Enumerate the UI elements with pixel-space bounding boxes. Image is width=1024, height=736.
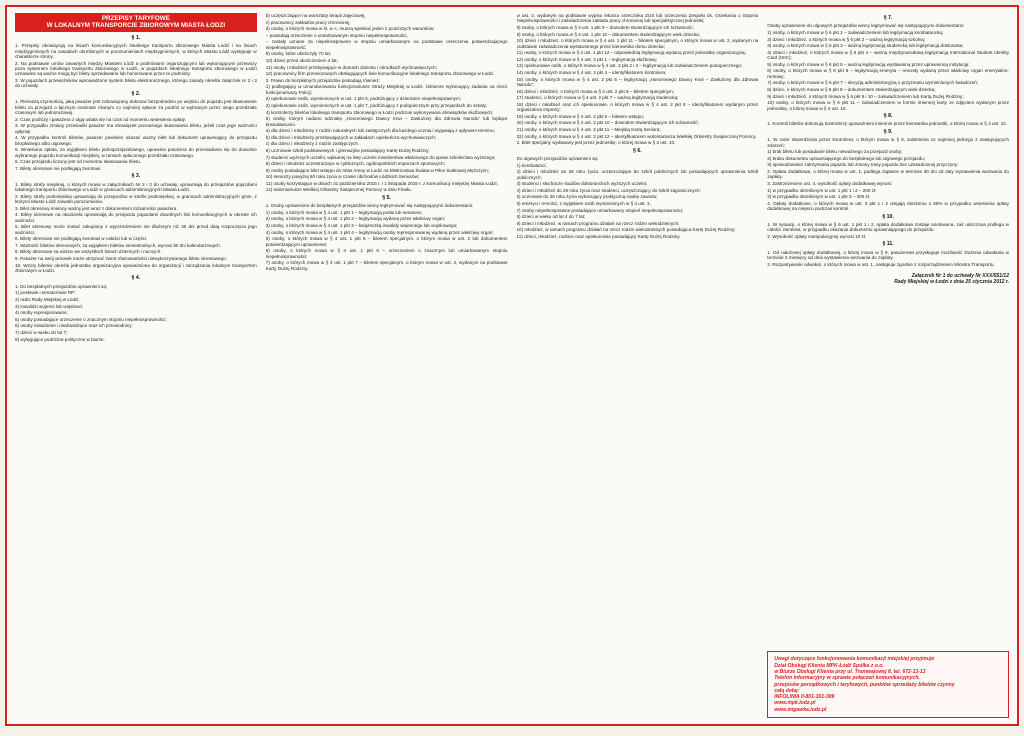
paragraph: 17) studenci, o których mowa w § 4 ust. 2 pkt 7 – ważną legitymacją studencką; <box>516 95 679 101</box>
section-heading: § 5. <box>382 194 391 201</box>
title-box <box>15 13 257 32</box>
paragraph: 3. Bilet okresowy imienny ważny jest wraz z dokumentem tożsamości pasażera. <box>15 205 178 211</box>
paragraph: 6) uczniowie szkół podstawowych i gimnazjów posiadający Kartę Dużej Rodziny; <box>265 147 430 153</box>
paragraph: 6) osoby, o których mowa w § 6 pkt 6 – legitymacją emeryta – rencisty wydaną przez właściwy organ emerytalno-rentowy; <box>767 68 1009 79</box>
column-1 <box>15 13 257 718</box>
info-line: INFOLINIA 0-801-301-309 <box>774 694 835 701</box>
paragraph: 5) uczniowie do 26 roku życia wykonujący praktyczną naukę zawodu; <box>516 194 658 200</box>
paragraph: – posiadają orzeczenie o umiarkowanym stopniu niepełnosprawności, <box>265 32 408 38</box>
paragraph: 1. Od nałożonej opłaty dodatkowej, o której mowa w § 9, pasażerowi przysługuje możliwość złożenia odwołania w terminie 3 miesięcy od dnia wystawienia wezwania do zapłaty. <box>767 249 1009 261</box>
info-line: Telefon informacyjny w sprawie połączeń komunikacyjnych, <box>774 675 920 682</box>
paragraph: 11) dzieci, młodzież, rodzice oraz opiekunowie posiadający Kartę Dużej Rodziny. <box>516 233 681 239</box>
paragraph: 1. Kontroli biletów dokonują kontrolerzy upoważnieni imiennie przez kierownika jednostki, o której mowa w § 3 ust. 10. <box>767 121 1008 127</box>
info-line: całą dobę: <box>774 687 800 694</box>
paragraph: 5) osoby posiadające orzeczenie o znacznym stopniu niepełnosprawności; <box>15 316 167 322</box>
section-heading: § 1. <box>131 34 141 41</box>
title-line-2: W LOKALNYM TRANSPORCIE ZBIOROWYM MIASTA ŁODZI <box>46 22 226 30</box>
paragraph: 8) dzieci, o których mowa w § 6 pkt 8 – dokumentem stwierdzającym wiek dziecka; <box>767 86 936 92</box>
paragraph: 21) osoby, o których mowa w § 4 ust. 2 pkt 11 – Miejską Kartą Seniora; <box>516 126 661 132</box>
annex-note <box>767 273 1009 285</box>
paragraph: 12) osoby, o których mowa w § 4 ust. 2 pkt 1 – legitymacją służbową; <box>516 56 657 62</box>
paragraph: 13) opiekunowie osób, o których mowa w § 4 ust. 2 pkt 2 i 3 – legitymacją lub zaświadczeniem podopiecznego; <box>516 63 743 69</box>
paragraph: Osoby uprawnione do ulgowych przejazdów winny legitymować się następującymi dokumentami: <box>767 23 965 29</box>
paragraph: 2) osoby, o których mowa w § 4 ust. 1 pkt 2 – legitymacją wydaną przez właściwy organ; <box>265 216 446 222</box>
info-line: www.migawka.lodz.pl <box>774 706 827 713</box>
column-2-body <box>266 13 508 271</box>
paragraph: 10) seniorzy powyżej 60 roku życia w czasie obchodów Łódzkich Seniorów; <box>265 174 420 180</box>
paragraph: 1. Do bezpłatnych przejazdów uprawnieni są: <box>15 283 108 289</box>
paragraph: 10) dzieci przed ukończeniem 4 lat; <box>265 57 338 63</box>
paragraph: 7. Ważność biletów okresowych, za wyjątkiem biletów semestralnych, wynosi 30 dni kalendarzowych. <box>15 242 222 248</box>
info-line: Dział Obsługi Klienta MPK-Łódź Spółka z o.o. <box>774 662 884 669</box>
column-4 <box>767 13 1009 718</box>
paragraph: 9. Pasażer na swój wniosek może otrzymać zwrot równowartości niewykorzystanego biletu okresowego. <box>15 256 227 262</box>
paragraph: 1) w przypadku określonym w ust. 1 pkt 1 i 2 – 200 zł; <box>767 187 877 193</box>
paragraph: 19) osoby, o których mowa w § 4 ust. 2 pkt 9 – biletem wstępu; <box>516 113 645 119</box>
column-3-body <box>517 13 759 239</box>
paragraph: 1) osoby, o których mowa w § 6 pkt 1 – zaświadczeniem lub legitymacją kombatancką; <box>767 30 944 35</box>
paragraph: 1. W sytuacji, o której mowa w § 9 ust. 1 pkt 1 i 2, opłata dodatkowa zostaje anulowana, zaś uiszczona podlega w całości zwrotowi, w przypadku okazania dokumentu uprawniającego do przejazdu. <box>767 221 1009 233</box>
paragraph: 1. Bilety strefy miejskiej, o których mowa w załącznikach Nr 2 i 3 do uchwały, uprawniają do przejazdów pojazdami lokalnego transportu zbiorowego w Łodzi w granicach administracyjnych Miasta Łodzi. <box>15 181 257 193</box>
paragraph: 9) osoby, które ukończyły 70 lat; <box>265 51 332 57</box>
paragraph: w ust. 2, wydanym na podstawie wypisu lekarza orzecznika ZUS lub orzeczenia Zespołu ds. Orzekania o Stopniu Niepełnosprawności i zaświadczenia zakładu pracy chronionej lub specjalistycznej jednostki; <box>516 13 759 24</box>
paragraph: d) osoby, o których mowa w lit. a–c, muszą spełniać jeden z poniższych warunków: <box>265 26 435 32</box>
paragraph: 12) wolontariusze Wielkiej Orkiestry Świątecznej Pomocy w dniu Finału. <box>265 187 412 193</box>
info-line: Uwagi dotyczące funkcjonowania komunikacji miejskiej przyjmuje <box>774 656 935 663</box>
paragraph: 1) kombatanci; <box>516 162 547 168</box>
paragraph: 1. Pierwszą czynnością, jaką pasażer jest zobowiązany dokonać bezpośrednio po wejściu do pojazdu jest skasowanie biletu za przejazd o łącznym nominale równym co najmniej opłacie za podróż w wybranym przez niego przedziale czasowym lub jednorazowej. <box>15 99 257 116</box>
paragraph: 5) osoby, o których mowa w § 6 pkt 5 – ważną legitymacją wystawioną przez uprawnioną instytucję; <box>767 61 970 67</box>
section-heading: § 8. <box>883 112 893 119</box>
paragraph: 12) pracownicy firm przewozowych obsługujących linie komunikacyjne lokalnego transportu zbiorowego w Łodzi. <box>265 71 495 77</box>
paragraph: 10) dzieci i młodzież, o których mowa w § 4 ust. 1 pkt 11 – biletem specjalnym, o którym mowa w ust. 2, wydanym na podstawie zaświadczenia wystawionego przez kierownika domu dziecka; <box>516 38 759 49</box>
paragraph: 1) posłowie i senatorowie RP; <box>15 290 76 296</box>
paragraph: 1) brak biletu lub posiadanie biletu nieważnego za przejazd osoby; <box>767 149 903 155</box>
paragraph: 2. Rozpatrywanie odwołań, o których mowa w ust. 1, następuje zgodnie z rozporządzeniem Ministra Transportu. <box>767 261 995 267</box>
column-3 <box>517 13 759 718</box>
paragraph: 18) dzieci i młodzież oraz ich opiekunowie, o których mowa w § 4 ust. 2 pkt 8 – identyfikatorem wydanym przez organizatora imprezy; <box>516 101 759 113</box>
paragraph: 9) dzieci i młodzież, o których mowa w § 6 pkt 9 i 10 – zaświadczeniem lub Kartą Dużej Rodziny; <box>767 93 964 99</box>
annex-line-2: Rady Miejskiej w Łodzi z dnia 25 stycznia 2012 r. <box>894 279 1009 286</box>
column-2 <box>266 13 508 718</box>
title-line-1: PRZEPISY TARYFOWE <box>101 15 170 22</box>
paragraph: 14) osoby, o których mowa w § 4 ust. 2 pkt 4 – identyfikatorem kontrolera; <box>516 69 667 75</box>
paragraph: 4) dzieci i młodzież, o których mowa w § 6 pkt 4 – ważną międzynarodową legitymacją International Student Identity Card (ISIC); <box>767 49 1009 61</box>
paragraph: 6) osoby niewidome i niedowidzące oraz ich przewodnicy; <box>15 323 133 329</box>
tariff-regulations-poster <box>5 5 1019 726</box>
text-columns <box>15 13 1009 718</box>
paragraph: 6) osoby, o których mowa w § 4 ust. 1 pkt 6 – orzeczeniem o znacznym lub umiarkowanym stopniu niepełnosprawności; <box>265 248 508 259</box>
paragraph: 7) osoby, o których mowa w § 6 pkt 7 – decyzją administracyjną o przyznaniu wymienionych świadczeń; <box>767 80 979 86</box>
paragraph: 2) dzieci i młodzież, o których mowa w § 6 pkt 2 – ważną legitymacją szkolną; <box>767 36 926 42</box>
paragraph: 4. W przypadku kontroli biletów, pasażer powinien okazać ważny bilet lub dokument uprawniający do przejazdu bezpłatnego albo ulgowego. <box>15 135 257 146</box>
paragraph: 2) braku dokumentu uprawniającego do bezpłatnego lub ulgowego przejazdu; <box>767 155 926 161</box>
paragraph: 4) osoby represjonowane; <box>15 310 68 316</box>
paragraph: b) uczęszczające na warsztaty terapii zajęciowej, <box>265 13 366 18</box>
paragraph: 2) dzieci i młodzież do 26 roku życia, uczęszczające do szkół publicznych lub posiadających uprawnienia szkół publicznych; <box>516 169 759 180</box>
paragraph: 10. Wzory biletów określa jednostka organizacyjna upoważniona do organizacji i zarządzania lokalnym transportem zbiorowym w Łodzi. <box>15 262 257 274</box>
paragraph: 3) studenci i słuchacze studiów doktoranckich wyższych uczelni; <box>516 181 648 187</box>
column-4-body <box>767 16 1009 267</box>
paragraph: 6. Bilety okresowe nie podlegają zwrotowi w całości lub w części. <box>15 236 148 242</box>
paragraph: 8) wylęgujące podróżne polityczne w biurze. <box>15 336 105 342</box>
paragraph: 10) osoby, o których mowa w § 6 pkt 11 – zaświadczeniem w formie imiennej karty ze zdjęciem wydanym przez jednostkę, o której mowa w § 3 ust. 10. <box>767 100 1009 111</box>
paragraph: 10) młodzież, w ramach programu działań na rzecz rodzin wielodzietnych posiadająca Kartę Dużej Rodziny; <box>516 227 736 233</box>
paragraph: b) dla dzieci i młodzieży przebywających w zakładach opiekuńczo-wychowawczych; <box>265 134 437 140</box>
paragraph: 2. Prawo do bezpłatnych przejazdów posiadają również: <box>265 77 380 83</box>
paragraph: 3) osoby, o których mowa w § 6 pkt 3 – ważną legitymacją studencką lub legitymacją doktoranta; <box>767 43 964 49</box>
paragraph: 2) w przypadku określonym w ust. 1 pkt 3 – 300 zł. <box>767 194 871 200</box>
paragraph: 1) podlegający w umundurowaniu funkcjonariusze Straży Miejskiej w Łodzi, żołnierze wykonujący zadania na rzecz funkcjonariuszy Policji; <box>265 84 508 95</box>
info-line: www.mpk.lodz.pl <box>774 700 816 707</box>
paragraph: 8) dzieci i młodzież uczestniczące w cyklicznych, ogólnopolskich imprezach sportowych; <box>265 161 445 167</box>
paragraph: 1. Przepisy obowiązują na liniach komunikacyjnych lokalnego transportu zbiorowego Miasta Łodzi i na liniach międzygminnych na zasadach określonych w porozumieniach międzygminnych, w których Miasto Łódź występuje w charakterze strony. <box>15 43 257 60</box>
paragraph: 3. W pojazdach przewoźników wprowadzono system biletu elektronicznego, którego zasady określa załącznik nr 2 i 3 do uchwały. <box>15 78 257 89</box>
paragraph: 2. Na podstawie umów zawartych między Miastem Łódź a podmiotami organizującymi lub wykonującymi przewozy poza systemem lokalnego transportu zbiorowego w Łodzi, w pojazdach lokalnego transportu zbiorowego w Łodzi uznawane są ważne mogą być bilety sprzedawane lub honorowane przez te podmioty. <box>15 60 257 77</box>
column-1-body <box>15 36 257 342</box>
section-heading: § 10. <box>882 213 894 220</box>
paragraph: c) pracownicy zakładów pracy chronionej, <box>265 19 351 25</box>
paragraph: c) dla dzieci i młodzieży z rodzin zastępczych. <box>265 141 360 147</box>
paragraph: 3) osoby, o których mowa w § 4 ust. 1 pkt 3 – książeczką inwalidy wojennego lub wojskowego; <box>265 223 458 229</box>
paragraph: 7) osoby niepełnosprawne posiadające umiarkowany stopień niepełnosprawności; <box>516 207 684 213</box>
paragraph: 1. W razie stwierdzenia przez kontrolera, o którym mowa w § 8, zaistnienia co najmniej jednego z następujących zdarzeń: <box>767 137 1009 148</box>
section-heading: § 4. <box>131 275 141 282</box>
paragraph: 3. Zastrzeżeniem ust. 4, wysokość opłaty dodatkowej wynosi: <box>767 180 893 186</box>
annex-line-1: Załącznik Nr 1 do uchwały Nr XXX/551/12 <box>911 273 1009 280</box>
section-heading: § 7. <box>883 15 893 21</box>
paragraph: 16) dzieci i młodzież, o których mowa w § 4 ust. 2 pkt 6 – biletem specjalnym; <box>516 88 675 94</box>
section-heading: § 9. <box>883 128 893 135</box>
paragraph: 7) osoby, o których mowa w § 4 ust. 1 pkt 7 – biletem specjalnym, o którym mowa w ust. 2, wydanym na podstawie Karty Dużej Rodziny. <box>265 260 508 271</box>
paragraph: 5) osoby, o których mowa w § 4 ust. 1 pkt 5 – biletem specjalnym, o którym mowa w ust. 2 lub dokumentem potwierdzającym uprawnienie; <box>265 236 508 247</box>
paragraph: 6) emeryci i renciści, z wyjątkiem osób wymienionych w § 4 ust. 1; <box>516 200 651 206</box>
section-heading: § 6. <box>633 147 642 154</box>
paragraph: 3) spowodowanie zatrzymania pojazdu lub zmiany trasy pojazdu bez uzasadnionej przyczyny; <box>767 162 959 168</box>
paragraph: 4) kontrolerzy biletów lokalnego transportu zbiorowego w Łodzi podczas wykonywania obowiązków służbowych; <box>265 109 494 115</box>
paragraph: 5) osoby, którym nadano odznakę „Honorowego Dawcy Krwi – Zasłużony dla Zdrowia Narodu” lub będące krwiodawcami. <box>265 116 508 127</box>
paragraph: 4. Opłaty dodatkowe, o których mowa w ust. 3 pkt 1 i 2 ulegają obniżeniu o 65% w przypadku wniesienia opłaty dodatkowej na miejscu podczas kontroli. <box>767 200 1009 212</box>
paragraph: 5. Wniesiona opłata, za wyjątkiem biletu jednoprzejazdowego, uprawnia pasażera do przesiadania się do dowolnie wybranego pojazdu komunikacji miejskiej, w ramach opłaconego przedziału czasowego. <box>15 147 257 158</box>
section-heading: § 3. <box>131 173 141 180</box>
paragraph: 4) osoby, o których mowa w § 4 ust. 1 pkt 4 – legitymacją osoby represjonowanej wydaną przez właściwy organ; <box>265 229 494 235</box>
paragraph: 9) dzieci i młodzież, w ramach programu działań na rzecz rodzin wielodzietnych; <box>516 220 680 226</box>
paragraph: 2. Czas podróży i pasażera z ulgą ustala się na czas od momentu wniesienia opłaty. <box>15 116 186 122</box>
paragraph: 3) inwalidzi wojenni lub wojskowi; <box>15 303 83 309</box>
paragraph: 4. Bilety okresowe na okaziciela uprawniają do przejazdu pojazdami dowolnych linii komunikacyjnych w okresie ich ważności. <box>15 212 257 223</box>
paragraph: 9) osoby posiadające bilet wstępu do Atlas Areny w Łodzi na Mistrzostwa Świata w Piłce Siatkowej Mężczyzn; <box>265 167 489 173</box>
paragraph: 7) dzieci w wieku do lat 7; <box>15 330 68 335</box>
paragraph: 5. Bilet okresowy może zostać zakupiony z wyprzedzeniem nie dłuższym niż 30 dni przed datą rozpoczęcia jego ważności. <box>15 224 257 235</box>
paragraph: 3. W przypadku zmiany przesiadki pasażer ma obowiązek ponownego skasowania biletu, jeżeli czas jego ważności upłynął. <box>15 123 257 134</box>
paragraph: 2. Wysokość opłaty manipulacyjnej wynosi 10 zł. <box>767 233 867 239</box>
info-line: przepisów porządkowych i taryfowych, punktów sprzedaży biletów czynny <box>774 681 955 688</box>
paragraph: 11) osoby i młodzież przebywające w domach dziecka i ośrodkach wychowawczych; <box>265 64 437 70</box>
paragraph: 2. Opłata dodatkowa, o której mowa w ust. 1, podlega zapłacie w terminie 30 dni od daty wystawienia wezwania do zapłaty. <box>767 168 1009 180</box>
paragraph: 3) opiekunowie osób, wymienionych w ust. 1 pkt 7, podróżujący z podopiecznym przy przejazdach do szkoły; <box>265 102 488 108</box>
paragraph: 2. Bilet specjalny wydawany jest przez jednostkę, o której mowa w § 3 ust. 10. <box>516 140 676 146</box>
paragraph: 22) osoby, o których mowa w § 4 ust. 2 pkt 12 – identyfikatorem wolontariusza Wielkiej Orkiestry Świątecznej Pomocy. <box>516 133 757 139</box>
paragraph: 8. Bilety okresowe są ważne we wszystkich liniach dziennych i nocnych. <box>15 249 162 255</box>
info-line: w Biurze Obsługi Klienta przy ul. Tramwajowej 6, tel. 672-13-13 <box>774 668 926 675</box>
paragraph: 8) dzieci w wieku od lat 4 do 7 lat; <box>516 214 586 220</box>
paragraph: 4) dzieci i młodzież do 26 roku życia oraz studenci, uczęszczający do szkół zagranicznych; <box>516 187 701 193</box>
paragraph: 8) osoby, o których mowa w § 4 ust. 1 pkt 9 – dowodem stwierdzającym ich tożsamość; <box>516 25 694 30</box>
paragraph: 1) osoby, o których mowa w § 4 ust. 1 pkt 1 – legitymacją posła lub senatora; <box>265 209 422 215</box>
paragraph: 2. Bilety strefy podmiejskiej uprawniają do przejazdów w strefie podmiejskiej, w granicach administracyjnych gmin, z którymi Miasto Łódź zawarło porozumienia. <box>15 193 257 205</box>
paragraph: Do ulgowych przejazdów uprawnieni są: <box>516 155 599 161</box>
paragraph: 11) osoby, o których mowa w § 4 ust. 1 pkt 12 – odpowiednią legitymacją wydaną przez jednostkę organizacyjną; <box>516 50 746 56</box>
section-heading: § 11. <box>882 241 894 248</box>
paragraph: 11) osoby korzystające w dniach 31 października 2015 r. i 1 listopada 2015 r. z komunikacji miejskiej Miasta Łodzi; <box>265 180 498 186</box>
paragraph: 2) opiekunowie osób, wymienionych w ust. 1 pkt 5, podróżujący z dzieckiem niepełnosprawnym; <box>265 96 462 102</box>
paragraph: 15) osoby, o których mowa w § 4 ust. 2 pkt 5 – legitymacją „Honorowego Dawcy Krwi – Zasłużony dla Zdrowia Narodu”; <box>516 76 759 87</box>
section-heading: § 2. <box>131 90 141 97</box>
paragraph: 7. Bilety okresowe nie podlegają zwrotowi. <box>15 165 102 171</box>
paragraph: 20) osoby, o których mowa w § 4 ust. 2 pkt 10 – dowodem stwierdzającym ich tożsamość; <box>516 120 699 126</box>
customer-info-box <box>767 651 1009 718</box>
paragraph: 9) osoby, o których mowa w § 4 ust. 1 pkt 10 – dokumentem stwierdzającym wiek dziecka; <box>516 31 700 37</box>
paragraph: 2) radni Rady Miejskiej w Łodzi; <box>15 297 80 303</box>
paragraph: 7) studenci wyższych uczelni, wpisanej na listę uczelni ministerstwa właściwego do spraw szkolnictwa wyższego; <box>265 154 496 160</box>
paragraph: – zostały uznane za niepełnosprawne w stopniu umiarkowanym na podstawie orzeczenia potwierdzającego niepełnosprawność; <box>265 39 508 50</box>
paragraph: 6. Czas przejazdu liczony jest od momentu skasowania biletu. <box>15 159 142 165</box>
paragraph: 1. Osoby uprawnione do bezpłatnych przejazdów winny legitymować się następującymi dokumentami: <box>265 203 474 209</box>
paragraph: a) dla dzieci i młodzieży z rodzin naturalnych lub zastępczych dla każdego ucznia i wygasają z upływem terminu; <box>265 128 495 134</box>
